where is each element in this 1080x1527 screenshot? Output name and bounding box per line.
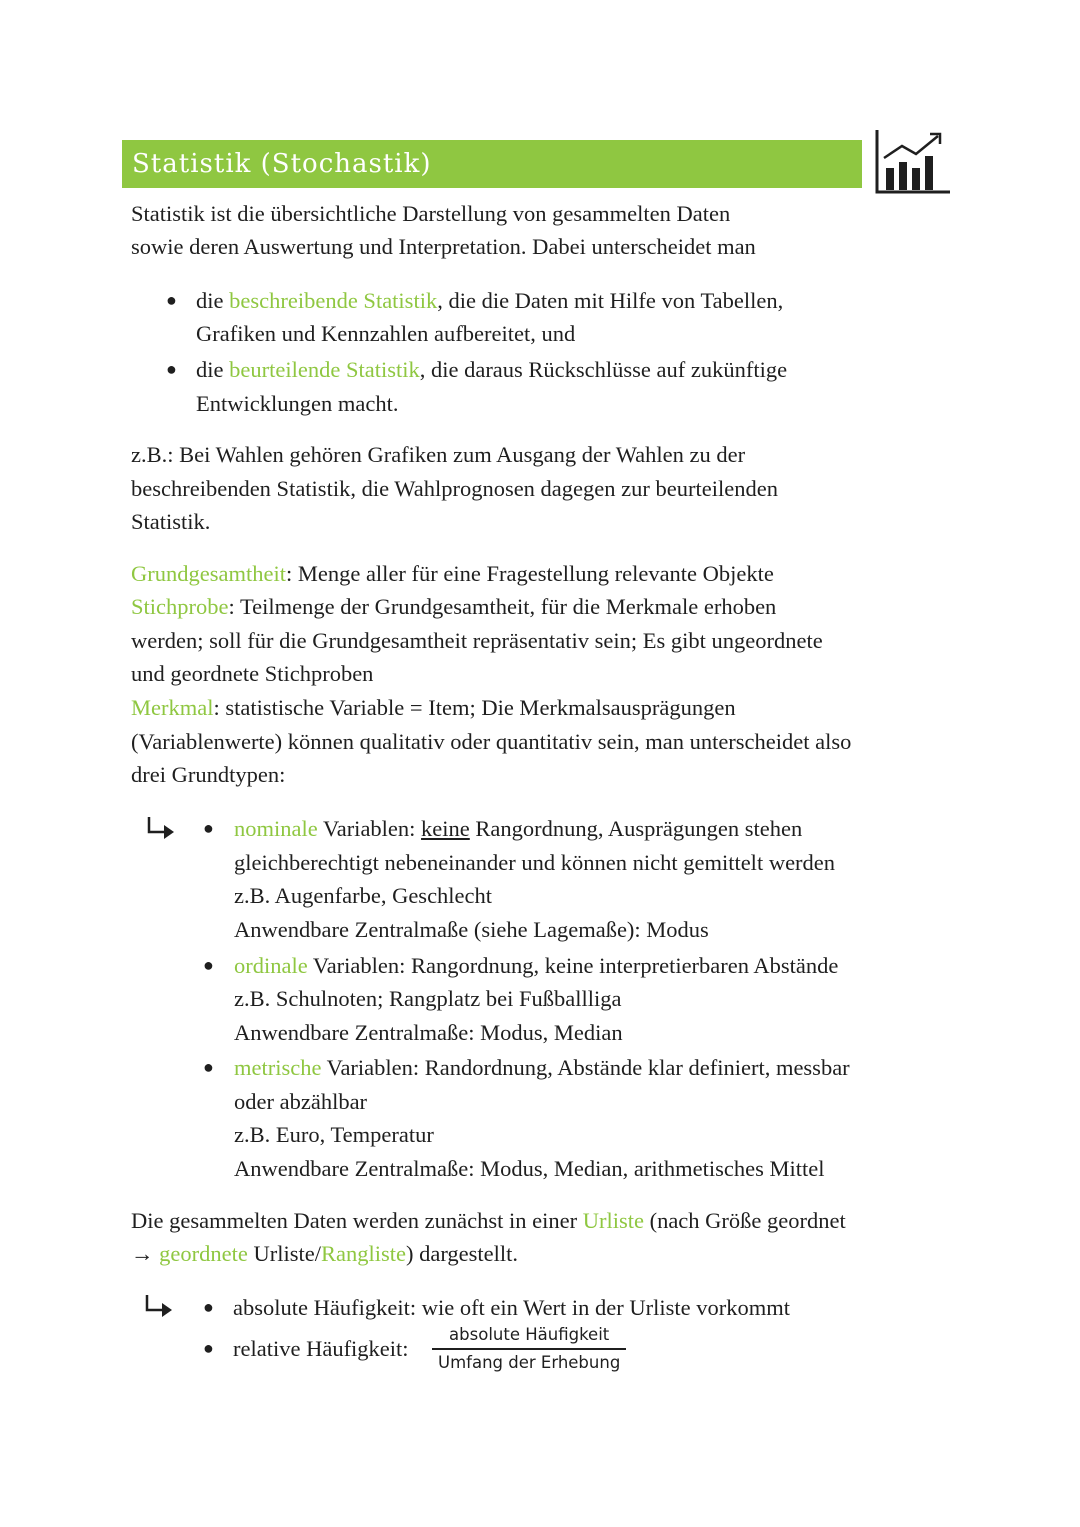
definition-line: (Variablenwerte) können qualitativ oder quantitativ sein, man unterscheidet also bbox=[131, 729, 852, 754]
arrow-down-right-icon bbox=[142, 1293, 176, 1319]
fraction-numerator: absolute Häufigkeit bbox=[449, 1325, 610, 1344]
term-highlight: beurteilende Statistik bbox=[229, 357, 420, 382]
relative-frequency-fraction bbox=[432, 1324, 626, 1374]
definition-stichprobe: Stichprobe: Teilmenge der Grundgesamtheit, für die Merkmale erhoben bbox=[131, 594, 777, 619]
bullet-dot: ● bbox=[203, 818, 214, 838]
definition-line: drei Grundtypen: bbox=[131, 762, 286, 787]
variable-line: Anwendbare Zentralmaße (siehe Lagemaße): Modus bbox=[234, 917, 709, 942]
bullet-dot: ● bbox=[203, 1057, 214, 1077]
variable-nominal: nominale Variablen: keine Rangordnung, Ausprägungen stehen bbox=[234, 816, 803, 841]
definition-line: werden; soll für die Grundgesamtheit repräsentativ sein; Es gibt ungeordnete bbox=[131, 628, 823, 653]
variable-ordinal: ordinale Variablen: Rangordnung, keine interpretierbaren Abstände bbox=[234, 953, 839, 978]
arrow-down-right-icon bbox=[144, 815, 178, 841]
list-item-cont: Entwicklungen macht. bbox=[196, 391, 399, 416]
definition-merkmal: Merkmal: statistische Variable = Item; Die Merkmalsausprägungen bbox=[131, 695, 736, 720]
list-item: die beurteilende Statistik, die daraus Rückschlüsse auf zukünftige bbox=[196, 357, 788, 382]
intro-line: sowie deren Auswertung und Interpretation. Dabei unterscheidet man bbox=[131, 234, 756, 259]
bullet-dot: ● bbox=[203, 955, 214, 975]
bullet-dot: ● bbox=[166, 290, 177, 310]
relative-frequency-label: relative Häufigkeit: bbox=[233, 1336, 409, 1361]
variable-metric: metrische Variablen: Randordnung, Abstände klar definiert, messbar bbox=[234, 1055, 850, 1080]
variable-line: z.B. Augenfarbe, Geschlecht bbox=[234, 883, 493, 908]
list-item-cont: Grafiken und Kennzahlen aufbereitet, und bbox=[196, 321, 576, 346]
variable-line: Anwendbare Zentralmaße: Modus, Median, arithmetisches Mittel bbox=[234, 1156, 825, 1181]
fraction-bar bbox=[432, 1348, 626, 1350]
example-line: z.B.: Bei Wahlen gehören Grafiken zum Ausgang der Wahlen zu der bbox=[131, 442, 746, 467]
variable-line: gleichberechtigt nebeneinander und können nicht gemittelt werden bbox=[234, 850, 836, 875]
variable-line: z.B. Euro, Temperatur bbox=[234, 1122, 434, 1147]
list-item: die beschreibende Statistik, die die Daten mit Hilfe von Tabellen, bbox=[196, 288, 784, 313]
definition-line: und geordnete Stichproben bbox=[131, 661, 374, 686]
fraction-denominator: Umfang der Erhebung bbox=[438, 1353, 621, 1372]
urliste-line: Die gesammelten Daten werden zunächst in einer Urliste (nach Größe geordnet bbox=[131, 1208, 846, 1233]
variable-line: Anwendbare Zentralmaße: Modus, Median bbox=[234, 1020, 623, 1045]
bullet-dot: ● bbox=[166, 359, 177, 379]
section-title: Statistik (Stochastik) bbox=[122, 140, 862, 188]
variable-line: z.B. Schulnoten; Rangplatz bei Fußballliga bbox=[234, 986, 622, 1011]
definition-grundgesamtheit: Grundgesamtheit: Menge aller für eine Fragestellung relevante Objekte bbox=[131, 561, 774, 586]
urliste-line: → geordnete Urliste/Rangliste) dargestellt. bbox=[131, 1241, 519, 1266]
bullet-dot: ● bbox=[203, 1338, 214, 1358]
bullet-dot: ● bbox=[203, 1297, 214, 1317]
intro-line: Statistik ist die übersichtliche Darstellung von gesammelten Daten bbox=[131, 201, 731, 226]
example-line: beschreibenden Statistik, die Wahlprognosen dagegen zur beurteilenden bbox=[131, 476, 778, 501]
term-highlight: beschreibende Statistik bbox=[229, 288, 438, 313]
bar-chart-growth-icon bbox=[872, 128, 952, 196]
absolute-frequency: absolute Häufigkeit: wie oft ein Wert in der Urliste vorkommt bbox=[233, 1295, 791, 1320]
example-line: Statistik. bbox=[131, 509, 211, 534]
variable-line: oder abzählbar bbox=[234, 1089, 368, 1114]
